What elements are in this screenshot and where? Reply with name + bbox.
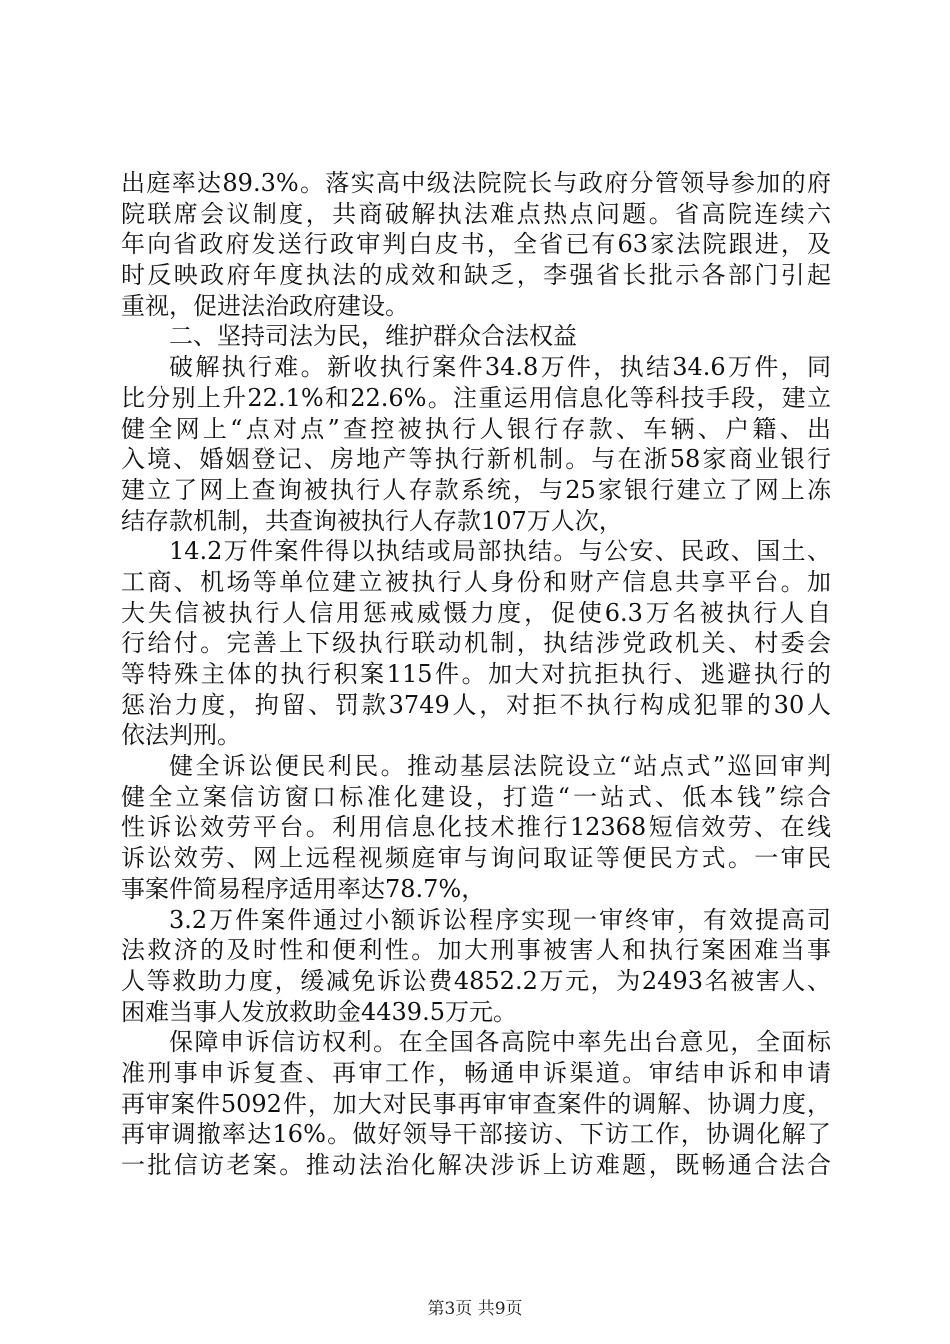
page-number: 第3页 共9页 (427, 1299, 523, 1319)
text-line: 事案件简易程序适用率达78.7%， (121, 874, 486, 903)
text-line: 健全诉讼便民利民。推动基层法院设立“站点式”巡回审判 (169, 752, 831, 781)
text-line: 行给付。完善上下级执行联动机制，执结涉党政机关、村委会 (121, 629, 831, 658)
text-line: 二、坚持司法为民，维护群众合法权益 (169, 322, 577, 351)
text-line: 建立了网上查询被执行人存款系统，与25家银行建立了网上冻 (121, 475, 831, 504)
text-line: 重视，促进法治政府建设。 (121, 291, 409, 320)
text-line: 惩治力度，拘留、罚款3749人，对拒不执行构成犯罪的30人 (121, 690, 831, 719)
text-line: 准刑事申诉复查、再审工作，畅通申诉渠道。审结申诉和申请 (121, 1058, 831, 1087)
text-line: 健全网上“点对点”查控被执行人银行存款、车辆、户籍、出 (121, 414, 831, 443)
text-line: 出庭率达89.3%。落实高中级法院院长与政府分管领导参加的府 (121, 169, 831, 197)
text-line: 比分别上升22.1%和22.6%。注重运用信息化等科技手段，建立 (121, 383, 831, 412)
text-line: 一批信访老案。推动法治化解决涉诉上访难题，既畅通合法合 (121, 1151, 831, 1179)
text-line: 等特殊主体的执行积案115件。加大对抗拒执行、逃避执行的 (121, 660, 831, 688)
text-line: 结存款机制，共查询被执行人存款107万人次， (121, 506, 623, 535)
text-line: 性诉讼效劳平台。利用信息化技术推行12368短信效劳、在线 (121, 813, 831, 842)
text-line: 年向省政府发送行政审判白皮书，全省已有63家法院跟进，及 (121, 230, 831, 259)
text-line: 大失信被执行人信用惩戒威慑力度，促使6.3万名被执行人自 (121, 598, 831, 627)
text-line: 人等救助力度，缓减免诉讼费4852.2万元，为2493名被害人、 (121, 966, 831, 995)
text-line: 健全立案信访窗口标准化建设，打造“一站式、低本钱”综合 (121, 782, 831, 811)
text-line: 困难当事人发放救助金4439.5万元。 (121, 997, 517, 1026)
text-line: 院联席会议制度，共商破解执法难点热点问题。省高院连续六 (121, 199, 831, 228)
text-line: 保障申诉信访权利。在全国各高院中率先出台意见，全面标 (169, 1028, 831, 1057)
text-line: 依法判刑。 (121, 721, 241, 750)
text-line: 工商、机场等单位建立被执行人身份和财产信息共享平台。加 (121, 567, 831, 596)
text-line: 诉讼效劳、网上远程视频庭审与询问取证等便民方式。一审民 (121, 844, 831, 873)
text-line: 3.2万件案件通过小额诉讼程序实现一审终审，有效提高司 (169, 905, 831, 934)
text-line: 破解执行难。新收执行案件34.8万件，执结34.6万件，同 (169, 353, 831, 382)
text-line: 再审调撤率达16%。做好领导干部接访、下访工作，协调化解了 (121, 1120, 831, 1149)
text-line: 法救济的及时性和便利性。加大刑事被害人和执行案困难当事 (121, 936, 831, 965)
text-line: 入境、婚姻登记、房地产等执行新机制。与在浙58家商业银行 (121, 445, 831, 474)
document-body (121, 168, 831, 1181)
text-line: 14.2万件案件得以执结或局部执结。与公安、民政、国土、 (169, 537, 831, 566)
text-line: 再审案件5092件，加大对民事再审审查案件的调解、协调力度， (121, 1089, 831, 1118)
text-line: 时反映政府年度执法的成效和缺乏，李强省长批示各部门引起 (121, 261, 831, 290)
